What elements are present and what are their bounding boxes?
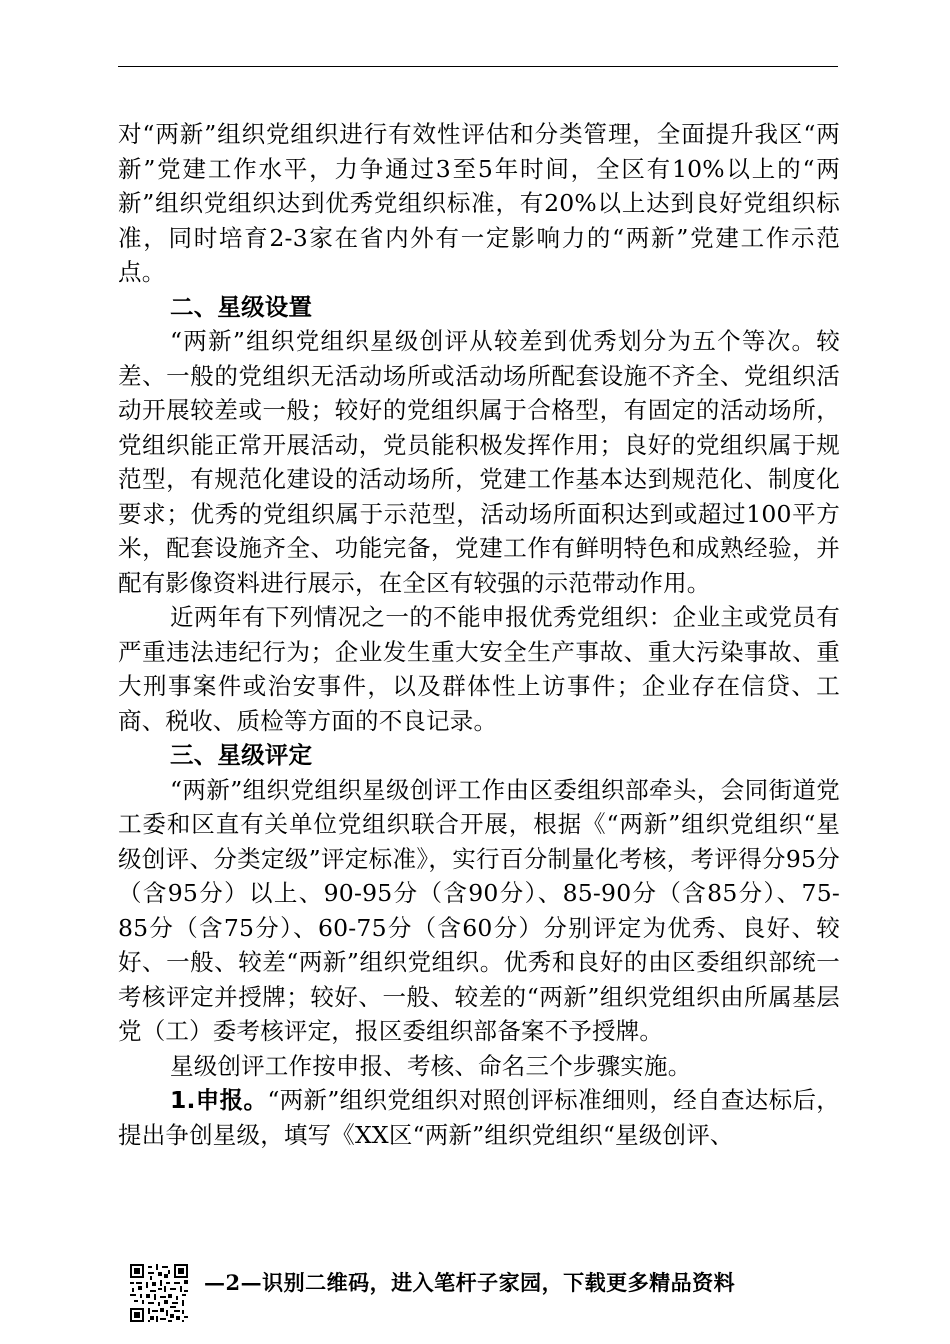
qr-code-icon[interactable] [130,1264,188,1322]
section-heading-star-rating: 三、星级评定 [170,741,313,769]
header-rule [118,66,838,67]
paragraph-exclusions: 近两年有下列情况之一的不能申报优秀党组织：企业主或党员有严重违法违纪行为；企业发生重大安全生产事故、重大污染事故、重大刑事案件或治安事件，以及群体性上访事件；企业存在信贷、工商、税收、质检等方面的不良记录。 [118,603,840,735]
document-body [118,117,840,1152]
footer-caption: —2—识别二维码，进入笔杆子家园，下载更多精品资料 [204,1270,736,1295]
page-footer [130,1264,830,1324]
paragraph-star-levels: “两新”组织党组织星级创评从较差到优秀划分为五个等次。较差、一般的党组织无活动场所或活动场所配套设施不齐全、党组织活动开展较差或一般；较好的党组织属于合格型，有固定的活动场所，党组织能正常开展活动，党员能积极发挥作用；良好的党组织属于规范型，有规范化建设的活动场所，党建工作基本达到规范化、制度化要求；优秀的党组织属于示范型，活动场所面积达到或超过100平方米，配套设施齐全、功能完备，党建工作有鲜明特色和成熟经验，并配有影像资料进行展示，在全区有较强的示范带动作用。 [118,327,840,597]
paragraph-rating-process: “两新”组织党组织星级创评工作由区委组织部牵头，会同街道党工委和区直有关单位党组织联合开展，根据《“两新”组织党组织“星级创评、分类定级”评定标准》，实行百分制量化考核，考评得分95分（含95分）以上、90-95分（含90分）、85-90分（含85分）、75-85分（含75分）、60-75分（含60分）分别评定为优秀、良好、较好、一般、较差“两新”组织党组织。优秀和良好的由区委组织部统一考核评定并授牌；较好、一般、较差的“两新”组织党组织由所属基层党（工）委考核评定，报区委组织部备案不予授牌。 [118,775,840,1045]
section-heading-star-setting: 二、星级设置 [170,292,313,321]
paragraph-application [118,1083,840,1152]
paragraph-steps: 星级创评工作按申报、考核、命名三个步骤实施。 [170,1051,692,1080]
paragraph-intro: 对“两新”组织党组织进行有效性评估和分类管理，全面提升我区“两新”党建工作水平，力争通过3至5年时间，全区有10%以上的“两新”组织党组织达到优秀党组织标准，有20%以上达到良好党组织标准，同时培育2-3家在省内外有一定影响力的“两新”党建工作示范点。 [118,120,840,286]
step-text: “两新”组织党组织对照创评标准细则，经自查达标后，提出争创星级，填写《XX区“两新”组织党组织“星级创评、 [118,1086,841,1149]
step-lead: 1.申报。 [170,1086,268,1114]
